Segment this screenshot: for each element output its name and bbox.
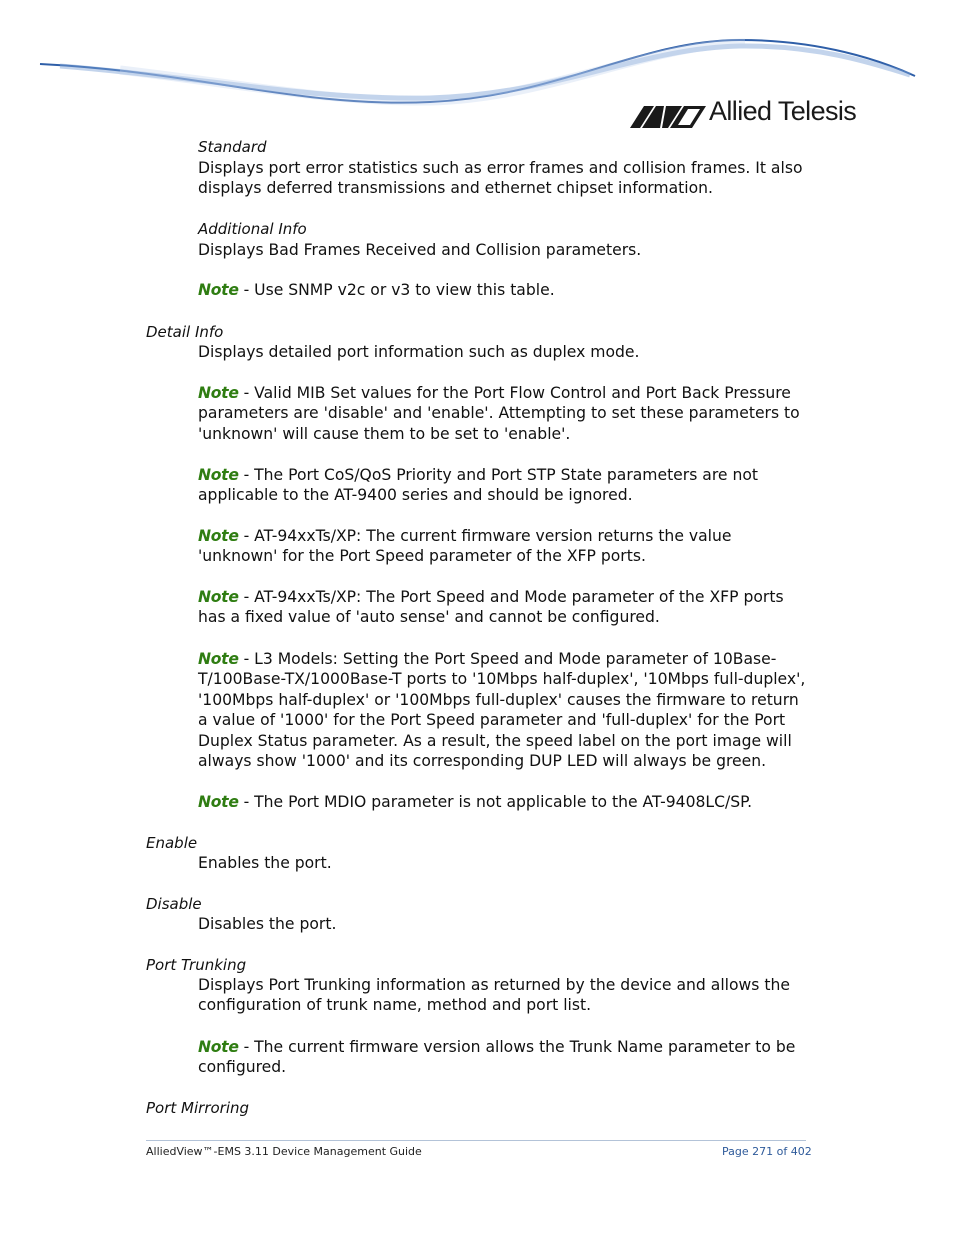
note [198,383,810,444]
description-standard: Displays port error statistics such as error frames and collision frames. It also displays deferred transmissions and ethernet chipset information. [198,159,803,198]
note [198,792,810,812]
note-label: Note [198,384,239,402]
footer-divider [146,1140,806,1141]
note [198,526,810,567]
note-text: - Use SNMP v2c or v3 to view this table. [238,281,555,299]
description-disable: Disables the port. [198,915,337,933]
brand-wordmark: Allied Telesis [709,96,857,126]
note-label: Note [198,793,239,811]
note-text: - AT-94xxTs/XP: The Port Speed and Mode parameter of the XFP ports has a fixed value of 'auto sense' and cannot be configured. [198,588,784,627]
note [198,649,810,771]
term-standard: Standard [198,138,267,156]
note-label: Note [198,281,239,299]
note-text: - L3 Models: Setting the Port Speed and Mode parameter of 10Base-T/100Base-TX/1000Base-T ports to '10Mbps half-duplex', '10Mbps full-duplex', '100Mbps half-duplex' or '100Mbps full-duplex' causes the firmware to return a value of '1000' for the Port Speed parameter and 'full-duplex' for the Port Duplex Status parameter. As a result, the speed label on the port image will always show '1000' and its corresponding DUP LED will always be green. [198,650,806,771]
note [198,587,810,628]
note-text: - AT-94xxTs/XP: The current firmware version returns the value 'unknown' for the Port Speed parameter of the XFP ports. [198,527,732,566]
term-enable: Enable [146,834,198,852]
footer-page-number: Page 271 of 402 [722,1145,812,1158]
note-label: Note [198,466,239,484]
note-text: - The Port MDIO parameter is not applicable to the AT-9408LC/SP. [238,793,753,811]
description-detail-info: Displays detailed port information such as duplex mode. [198,343,640,361]
note [198,280,810,300]
description-additional-info: Displays Bad Frames Received and Collision parameters. [198,241,642,259]
term-port-trunking: Port Trunking [146,956,247,974]
note-label: Note [198,1038,239,1056]
note [198,465,810,506]
allied-telesis-logo-icon [630,105,706,129]
note [198,1037,810,1078]
note-text: - Valid MIB Set values for the Port Flow Control and Port Back Pressure parameters are 'disable' and 'enable'. Attempting to set these parameters to 'unknown' will cause them to be set to 'enable'. [198,384,800,443]
note-label: Note [198,588,239,606]
term-disable: Disable [146,895,202,913]
term-additional-info: Additional Info [198,220,307,238]
note-text: - The current firmware version allows the Trunk Name parameter to be configured. [198,1038,796,1077]
note-text: - The Port CoS/QoS Priority and Port STP State parameters are not applicable to the AT-9400 series and should be ignored. [198,466,758,505]
description-port-trunking: Displays Port Trunking information as returned by the device and allows the configuration of trunk name, method and port list. [198,976,790,1015]
term-port-mirroring: Port Mirroring [146,1099,250,1117]
description-enable: Enables the port. [198,854,332,872]
note-label: Note [198,527,239,545]
footer-document-title: AlliedView™-EMS 3.11 Device Management Guide [146,1145,422,1158]
term-detail-info: Detail Info [146,323,224,341]
note-label: Note [198,650,239,668]
